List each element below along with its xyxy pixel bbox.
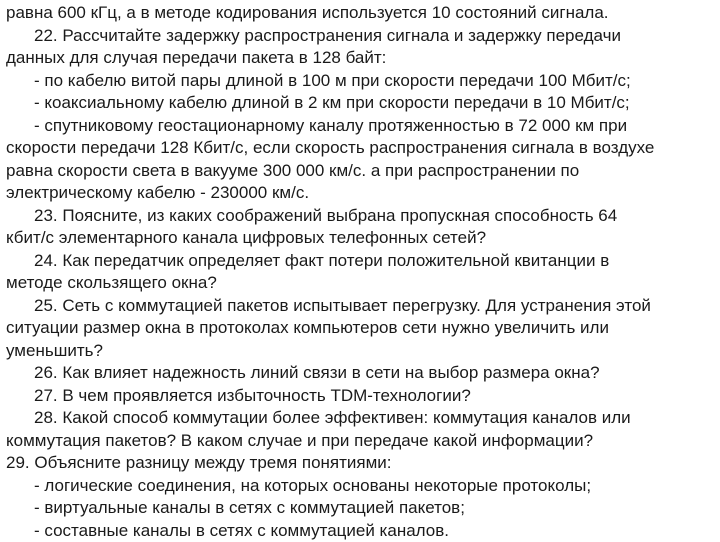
list-item: - спутниковому геостационарному каналу протяженностью в 72 000 км при — [6, 115, 706, 138]
text-line: кбит/с элементарного канала цифровых телефонных сетей? — [6, 227, 706, 250]
text-line: ситуации размер окна в протоколах компьютеров сети нужно увеличить или — [6, 317, 706, 340]
list-item: - составные каналы в сетях с коммутацией каналов. — [6, 520, 706, 542]
question-26-heading: 26. Как влияет надежность линий связи в сети на выбор размера окна? — [6, 362, 706, 385]
question-29-heading: 29. Объясните разницу между тремя понятиями: — [6, 452, 706, 475]
text-line: данных для случая передачи пакета в 128 байт: — [6, 47, 706, 70]
text-line: коммутация пакетов? В каком случае и при передаче какой информации? — [6, 430, 706, 453]
text-line: скорости передачи 128 Кбит/с, если скорость распространения сигнала в воздухе — [6, 137, 706, 160]
question-27-heading: 27. В чем проявляется избыточность TDM-технологии? — [6, 385, 706, 408]
text-line: методе скользящего окна? — [6, 272, 706, 295]
text-line: равна 600 кГц, а в методе кодирования используется 10 состояний сигнала. — [6, 2, 706, 25]
list-item: - по кабелю витой пары длиной в 100 м при скорости передачи 100 Мбит/с; — [6, 70, 706, 93]
question-25-heading: 25. Сеть с коммутацией пакетов испытывает перегрузку. Для устранения этой — [6, 295, 706, 318]
question-28-heading: 28. Какой способ коммутации более эффективен: коммутация каналов или — [6, 407, 706, 430]
list-item: - логические соединения, на которых основаны некоторые протоколы; — [6, 475, 706, 498]
document-text — [6, 2, 706, 542]
text-line: уменьшить? — [6, 340, 706, 363]
text-line: равна скорости света в вакууме 300 000 км/с. а при распространении по — [6, 160, 706, 183]
list-item: - виртуальные каналы в сетях с коммутацией пакетов; — [6, 497, 706, 520]
question-22-heading: 22. Рассчитайте задержку распространения сигнала и задержку передачи — [6, 25, 706, 48]
question-24-heading: 24. Как передатчик определяет факт потери положительной квитанции в — [6, 250, 706, 273]
text-line: электрическому кабелю - 230000 км/с. — [6, 182, 706, 205]
question-23-heading: 23. Поясните, из каких соображений выбрана пропускная способность 64 — [6, 205, 706, 228]
list-item: - коаксиальному кабелю длиной в 2 км при скорости передачи в 10 Мбит/с; — [6, 92, 706, 115]
